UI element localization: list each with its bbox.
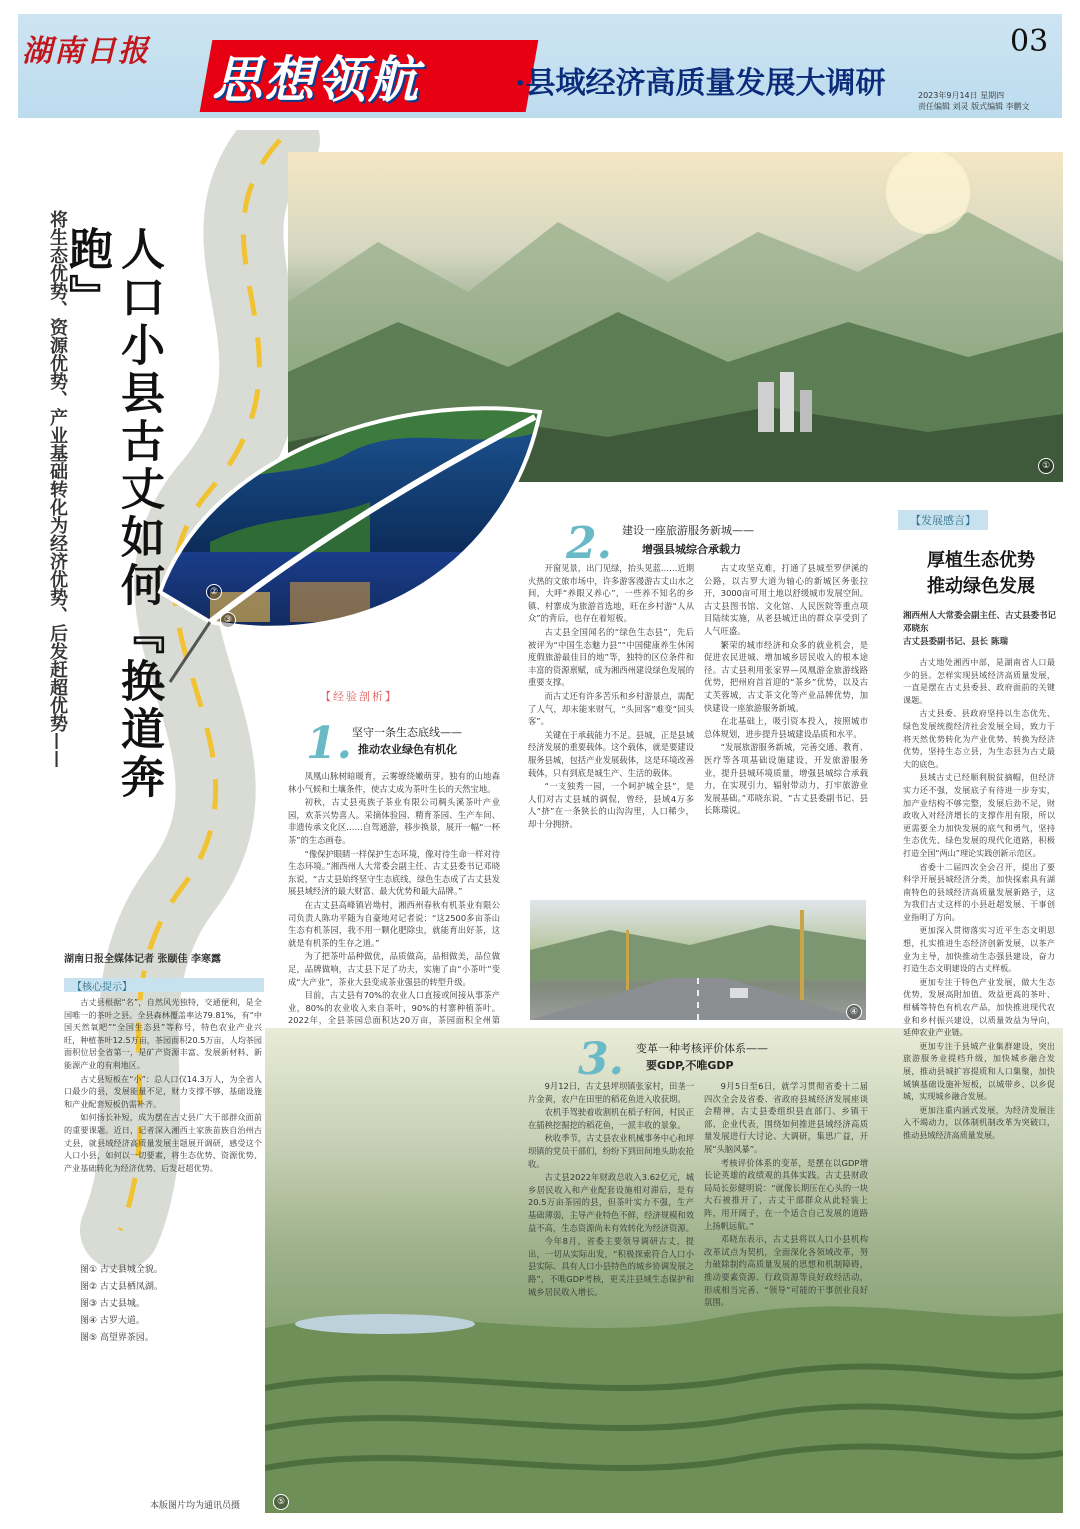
commentary-title-line-1: 厚植生态优势: [927, 550, 1035, 571]
photo-number-4: ④: [846, 1004, 862, 1020]
paragraph: 更加专注于县城产业集群建设，突出旅游服务业提档升级，加快城乡融合发展，推动县城扩容提质和人口集聚，加快城镇基础设施补短板，以城带乡、以乡促城，实现城乡融合发展。: [903, 1040, 1055, 1102]
road-scene-icon: [530, 900, 866, 1020]
section-3-number: 3.: [578, 1034, 624, 1085]
subheadline: 将生态优势、资源优势、产业基础转化为经济优势、后发赶超优势——: [47, 210, 68, 768]
section-2-body-col-1: [528, 562, 694, 888]
paragraph: 古丈县委、县政府坚持以生态优先、绿色发展统揽经济社会发展全局，致力于将天然优势转化为产业优势、转换为经济优势，坚持生态立县，为生态县为古丈最大的底色。: [903, 708, 1055, 769]
keynote-tag-label: 【核心提示】: [72, 982, 132, 993]
paragraph: “发展旅游服务新城，完善交通、教育、医疗等各项基础设施建设，开发旅游服务业，提升县城环境质量，增强县城综合承载力，在实现引力，辐射带动力，打牢旅游业发展基础。”邓晓东说，“古丈县委副书记、县长陈瑞说。: [704, 742, 868, 816]
section-2-title-line-1: 建设一座旅游服务新城——: [622, 524, 754, 537]
section-1-number: 1.: [306, 718, 352, 769]
paragraph: 古丈县全国闻名的“绿色生态县”，先后被评为“中国生态魅力县”“中国健康养生休闲度假旅游最佳目的地”等，独特的区位条件和丰富的资源禀赋，成为湘西州建设绿色发展的重要支撑。: [528, 626, 694, 688]
paragraph: 开窗见景，出门见绿，抬头见蓝……近期火热的文旅市场中，许多游客漫游古丈山水之间，大呼“养眼又养心”，一些养不知名的乡镇、村寨成为旅游首选地，旺在乡村游“人从众”的背后，也存在着短板。: [528, 563, 694, 624]
caption: 图⑤ 高望界茶园。: [80, 1333, 154, 1343]
photo-captions: [80, 1262, 163, 1347]
photo-number-1: ①: [1038, 458, 1054, 474]
paragraph: 在古丈县高峰镇岩坳村，湘西州春秋有机茶业有限公司负责人陈功平随为自豪地对记者说：“这2500多亩茶山生态有机茶园，我不用一颗化肥除虫，就能育出好茶，这就是有机茶的生存之道。”: [288, 899, 500, 948]
paragraph: 凤凰山脉树暗暖育，云雾缭绕嫩萌芽。独有的山地森林小气候和土壤条件，使古丈成为茶叶生长的天然宝地。: [288, 771, 500, 794]
photo-number-2: ②: [206, 584, 222, 600]
paragraph: “像保护眼睛一样保护生态环境，像对待生命一样对待生态环境。”湘西州人大常委会副主任、古丈县委书记邓晓东说，“古丈县始终坚守生态底线，绿色生态成了古丈县发展县域经济的最大财富、最大优势和最大品牌。”: [288, 848, 500, 897]
paragraph: 9月12日，古丈县坪坝镇张家村，田垄一片金黄，农户在田里的稻花鱼进入收获期。: [528, 1081, 694, 1104]
keynote-body: [64, 996, 262, 1246]
paragraph: 目前，古丈县有70%的农业人口直接或间接从事茶产业，80%的农业收入来自茶叶，90%的村寨种植茶叶。2022年，全县茶园总面积达20万亩，茶园面积全州第: [288, 990, 500, 1026]
photo-number-3: ③: [220, 612, 236, 628]
paragraph: 初秋，古丈县夷族子茶业有限公司稠头溪茶叶产业园，欢茶兴势喜人。采摘体验园、精育茶园、生产车间、非遗传承文化区……自驾通游，移步换景，展开一幅“一杯茶”的生态画卷。: [288, 797, 500, 845]
commentary-author-1: 湘西州人大常委会副主任、古丈县委书记 邓晓东: [903, 611, 1057, 634]
commentary-title-line-2: 推动绿色发展: [927, 576, 1035, 597]
paragraph: 更加专注于特色产业发展，做大生态优势，发展高附加值、效益更高的茶叶、柑橘等特色有机农产品，加快推进现代农业和乡村振兴建设，以质量效益为导向，延伸农业产业链。: [903, 976, 1055, 1038]
paragraph: 古丈县根据“名”，自然风光独特，交通便利，是全国唯一的茶叶之县。全县森林覆盖率达79.81%，有“中国天然氧吧”“全国生态县”等称号，特色农业产业兴旺，种植茶叶12.5万亩，茶园面积20.5万亩，人均茶园面积位居全省第一，是矿产资源丰富、发展新材料、新能源产业的有利地区。: [64, 997, 262, 1070]
paragraph: 县域古丈已经顺利脱贫摘帽，但经济实力还不强，发展底子有待进一步夯实，加产业结构不够完整，发展后劲不足，财政收入对经济增长的支撑作用有限，所以更需要全力加快发展的底气和勇气，坚持生态优先、绿色发展的现代化道路，积极打造全国“两山”理论实践创新示范区。: [903, 772, 1055, 858]
byline: 湖南日报全媒体记者 张颐佳 李寒露: [64, 954, 221, 965]
photo-guluo-avenue: [530, 900, 866, 1020]
leaf-photo-frame: [150, 392, 550, 692]
masthead-logo: 湖南日报: [22, 34, 150, 69]
date-line: 2023年9月14日 星期四: [918, 91, 1005, 100]
commentary-title: [908, 548, 1054, 600]
page-number: 03: [1010, 24, 1049, 59]
headline: 人口小县古丈如何『换道奔跑』: [61, 226, 164, 802]
paragraph: 繁荣的城市经济和众多的就业机会，是促进农民进城、增加城乡居民收入的根本途径。古丈县利用张家界—凤凰游金旅游线路优势，把州府首首迎的“茶乡”优势，以及古丈芙蓉城，古丈茶文化等产业品牌优势，加快建设一座旅游服务新城。: [704, 639, 868, 713]
commentary-body: [903, 656, 1055, 1346]
section-3-title-line-1: 变革一种考核评价体系——: [636, 1042, 768, 1055]
photo-number-5: ⑤: [273, 1494, 289, 1510]
paragraph: 更加注重内涵式发展，为经济发展注入不竭动力，以体制机制改革为突破口，推动县域经济高质量发展。: [903, 1104, 1055, 1140]
paragraph: 在北基础上，吸引资本投入，按照城市总体规划，进步提升县城建设品质和水平。: [704, 716, 868, 739]
caption: 图② 古丈县栖凤湖。: [80, 1282, 163, 1292]
paragraph: 古丈地处湘西中部，是湖南省人口最少的县。怎样实现县域经济高质量发展，一直是摆在古丈县委县、政府面前的关键课题。: [903, 657, 1055, 705]
paragraph: 为了把茶叶品种做优，品质做高，品相做美，品位做足，品牌做响，古丈县下足了功夫，实施了由“小茶叶”变成“大产业”，茶业大县变成茶业强县的转型升级。: [288, 951, 500, 987]
paragraph: 如何扬长补短，成为摆在古丈县广大干部群众面前的重要课题。近日，记者深入湘西土家族苗族自治州古丈县，就县域经济高质量发展主题展开调研，感受这个人口小县，如何以一切要素，将生态优势、资源优势、产业基础转化为经济优势、后发赶超优势。: [64, 1112, 262, 1173]
paragraph: 今年8月，省委主要领导调研古丈，提出，一切从实际出发，“积极探索符合人口小县实际、具有人口小县特色的城乡协调发展之路”，不唯GDP考核，更关注县域生态保护和城乡居民收入增长。: [528, 1236, 694, 1297]
section-1-title-line-1: 坚守一条生态底线——: [352, 726, 462, 739]
section-2-number: 2.: [566, 518, 612, 569]
paragraph: 古丈县2022年财政总收入3.62亿元，城乡居民收入和产业配套设施相对滞后，是有20.5万亩茶园的县，但茶叶实力不强，生产基础薄弱，主导产业特色不鲜，经济规模和效益不高，生态资源尚未有效转化为经济资源。: [528, 1172, 694, 1233]
section-3-title-line-2: 要GDP,不唯GDP: [646, 1059, 734, 1072]
section-2-title-line-2: 增强县城综合承载力: [642, 543, 741, 556]
paragraph: 古丈县短板在“小”：总人口仅14.3万人，为全省人口最少的县，发展能量不足，财力支撑不够，基础设施和产业配套短板仍需补齐。: [64, 1073, 262, 1109]
commentary-authors: [903, 610, 1057, 649]
section-3-body-col-2: [704, 1080, 868, 1350]
photo-credit-note: 本版图片均为通讯员摄: [150, 1501, 241, 1511]
paragraph: “一支独秀一园，一个呵护城全县”，是人们对古丈县城的调侃，曾经，县域4万多人“挤”在一条狭长的山沟沟里，人口稀少，却十分拥挤。: [528, 781, 694, 829]
paragraph: 9月5日至6日，就学习贯彻省委十二届四次全会及省委、省政府县城经济发展座谈会精神，古丈县委组织县直部门、乡镇干部、企业代表，围绕如何推进县域经济高质量发展进行大讨论、大调研，集思广益，开展“头脑风暴”。: [704, 1081, 868, 1154]
editors-line: 责任编辑 刘灵 版式编辑 李鹏文: [918, 102, 1030, 111]
paragraph: 关键在于承载能力不足。县城，正是县域经济发展的重要载体。这个载体，就是要建设服务县城，包括产业发展载体，这是环境改善载体，只有到底是城生产、生活的载体。: [528, 729, 694, 778]
keynote-tag: [64, 978, 264, 992]
column-title: 思想领航: [212, 50, 420, 109]
section-1-title-line-2: 推动农业绿色有机化: [358, 743, 457, 756]
section-2-body-col-2: [704, 562, 868, 888]
commentary-tag: 【发展感言】: [898, 510, 988, 530]
paragraph: 农机手驾驶着收割机在稻子籽间，村民正在插秧挖掘挖的稻花鱼，一派丰收的景象。: [528, 1107, 694, 1130]
commentary-author-2: 古丈县委副书记、县长 陈瑞: [903, 637, 1008, 647]
caption: 图④ 古罗大道。: [80, 1316, 145, 1326]
paragraph: 秋收季节，古丈县农业机械事务中心和坪坝镇的党员干部们，纷纷下到田间地头助农抢收。: [528, 1133, 694, 1169]
paragraph: 邓晓东表示，古丈县将以人口小县机构改革试点为契机，全面深化各领域改革，努力破除制约高质量发展的思想和机制障碍，推动要素资源、行政资源等良好政经活动，形成相当完善、“领导”可能的干事创业良好氛围。: [704, 1234, 868, 1308]
paragraph: 更加深入贯彻落实习近平生态文明思想，扎实推进生态经济创新发展，以茶产业为主导，加快推动生态强县建设，奋力打造生态文明建设的古丈样板。: [903, 925, 1055, 974]
paragraph: 而古丈还有许多苦乐和乡村游景点，需配了人气，却未能来财气，“头回客”难变“回头客”。: [528, 690, 694, 727]
caption: 图① 古丈县城全貌。: [80, 1265, 163, 1275]
paragraph: 考核评价体系的变革，是摆在以GDP增长论英雄的政绩观的具体实践。古丈县财政局局长彭健明说：“就像长期压在心头的一块大石被推开了，古丈干部群众从此轻装上阵，用开阔子，在一个适合自己发展的道路上扬帆远航。”: [704, 1157, 868, 1231]
caption: 图③ 古丈县城。: [80, 1299, 145, 1309]
column-subtitle: ·县域经济高质量发展大调研: [515, 66, 886, 101]
paragraph: 省委十二届四次全会召开，提出了要科学开展县城经济分类，加快探索具有湖南特色的县域经济高质量发展新路子，这为我们古丈这样的小县赶超发展、干事创业指明了方向。: [903, 861, 1055, 922]
paragraph: 古丈攻坚克难，打通了县城至罗伊溪的公路，以古罗大道为轴心的新城区务张拉开，3000亩可用土地以舒缓城市发展空间。古丈县图书馆、文化馆、人民医院等重点项目陆续实施，从老县城迁出的群众享受到了人气旺盛。: [704, 563, 868, 636]
section-3-body-col-1: [528, 1080, 694, 1350]
analysis-tag: 【经验剖析】: [320, 690, 398, 703]
